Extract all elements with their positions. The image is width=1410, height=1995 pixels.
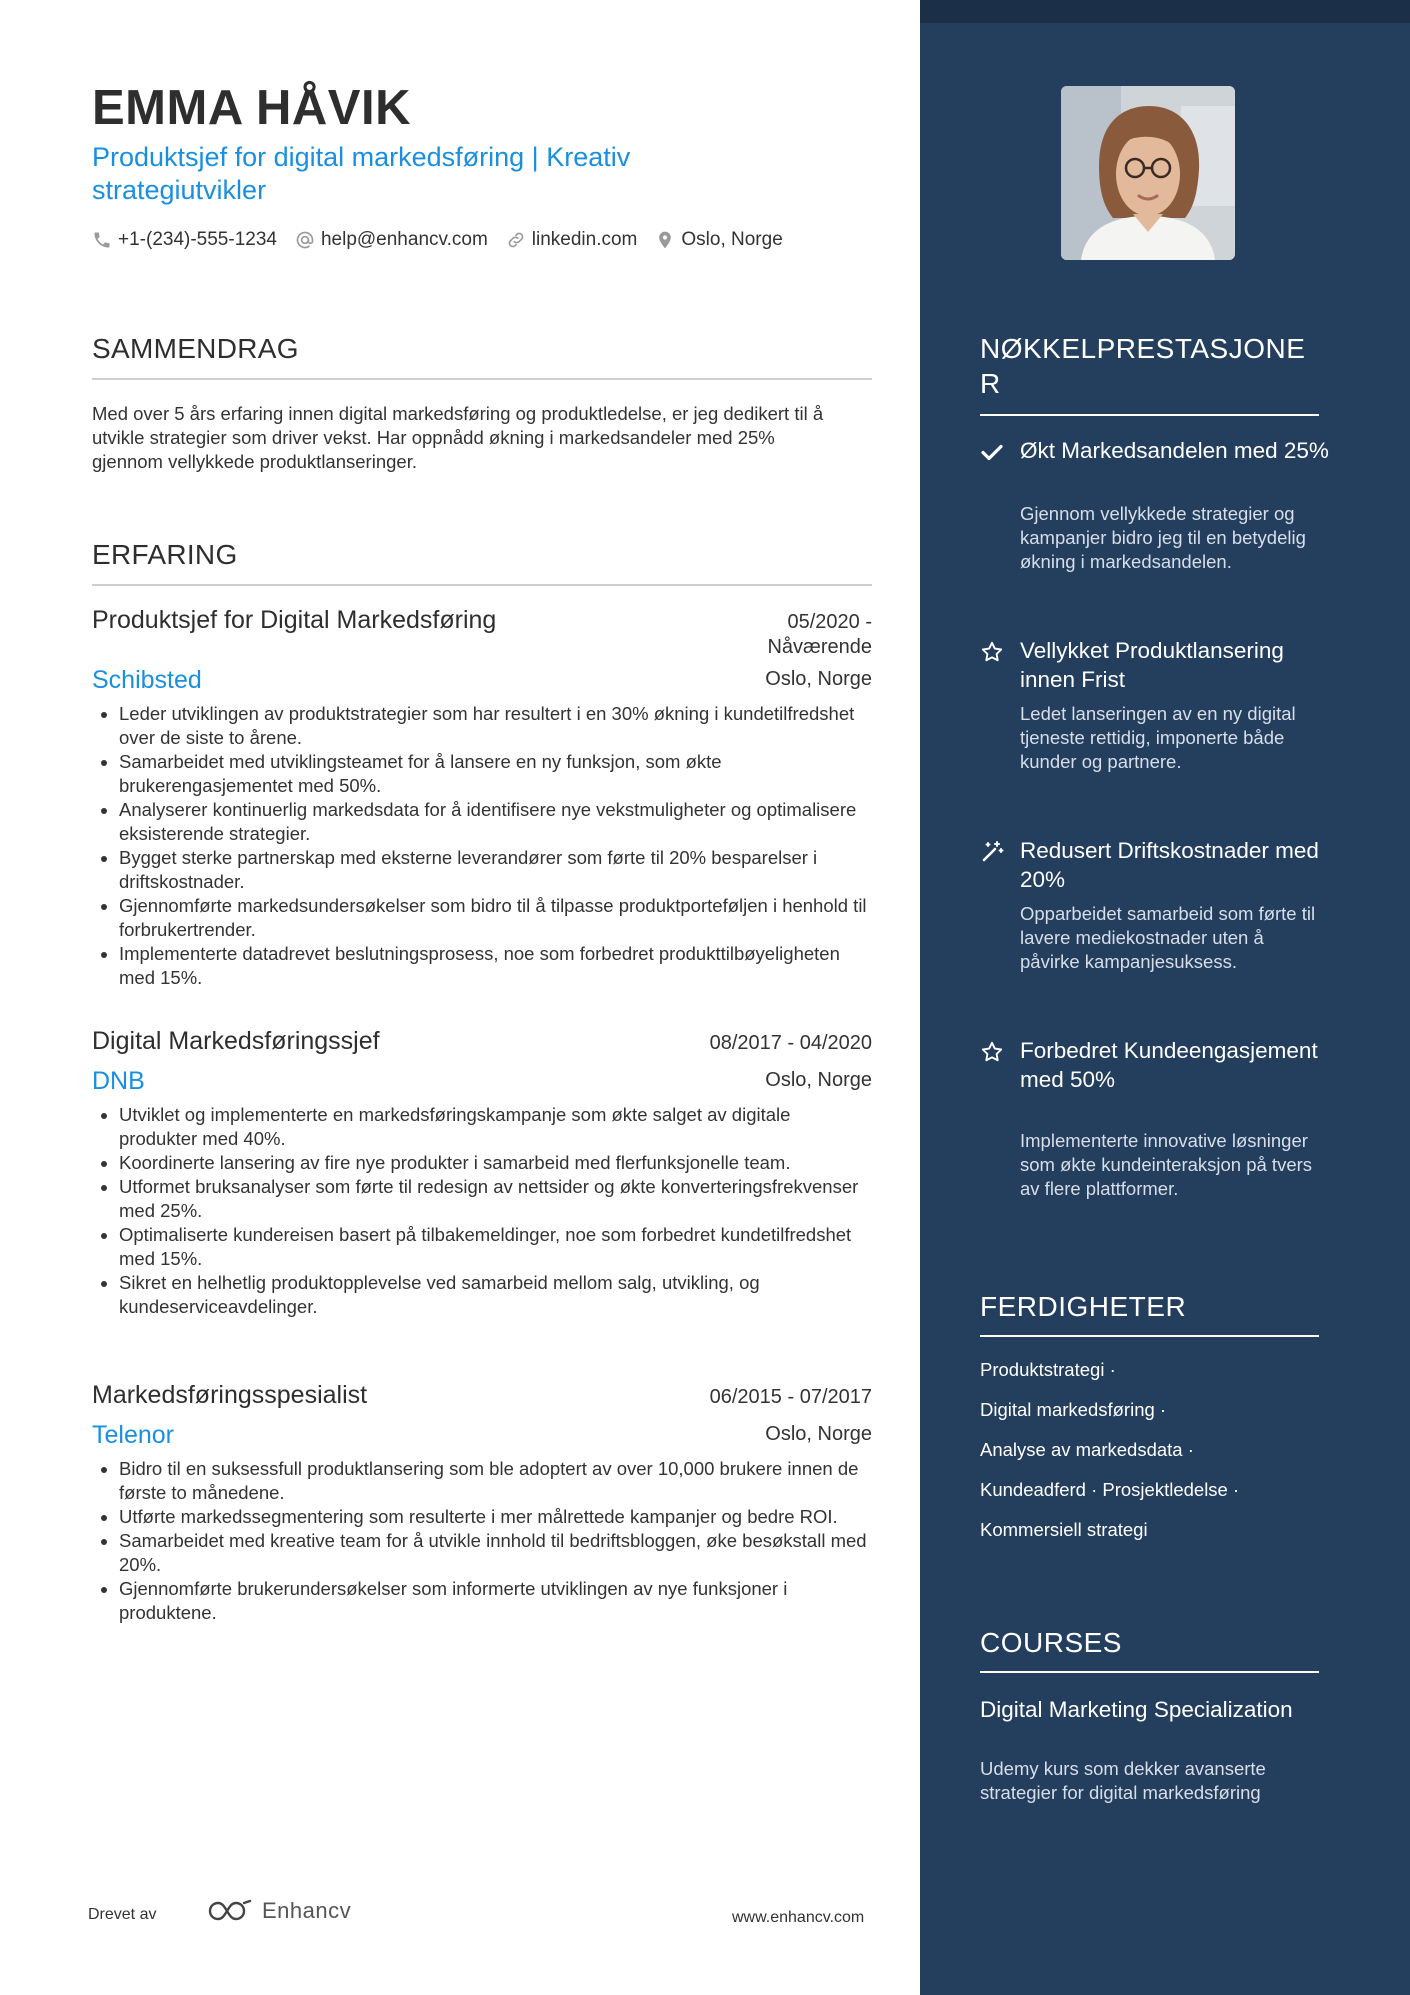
job-location: Oslo, Norge: [765, 1423, 872, 1445]
course-title: Digital Marketing Specialization: [980, 1697, 1293, 1722]
achievements-divider: [980, 414, 1319, 416]
company-name: DNB: [92, 1067, 145, 1095]
company-name: Schibsted: [92, 666, 202, 694]
at-icon: [295, 230, 315, 250]
achievement-description: Gjennom vellykkede strategier og kampanjer bidro jeg til en betydelig økning i markedsandelen.: [1020, 503, 1306, 572]
achievements-heading: [980, 331, 1305, 401]
job-bullets: [92, 1457, 872, 1625]
contact-email[interactable]: [295, 229, 488, 251]
job-bullet: • Sikret en helhetlig produktopplevelse ved samarbeid mellom salg, utvikling, og kundeserviceavdelinger.: [119, 1271, 872, 1319]
skill-item: Produktstrategi ·: [980, 1359, 1116, 1380]
job-bullet: • Utformet bruksanalyser som førte til redesign av nettsider og økte konverteringsfrekvenser med 25%.: [119, 1175, 872, 1223]
job-bullet: • Samarbeidet med kreative team for å utvikle innhold til bedriftsbloggen, øke besøkstall med 20%.: [119, 1529, 872, 1577]
summary-text: Med over 5 års erfaring innen digital markedsføring og produktledelse, er jeg dedikert til å utvikle strategier som driver vekst. Har oppnådd økning i markedsandeler med 25% gjennom vellykkede produktlanseringer.: [92, 403, 824, 472]
profile-photo: [1061, 86, 1235, 260]
skills-divider: [980, 1335, 1319, 1337]
star-icon: [980, 640, 1004, 664]
job-bullet: • Koordinerte lansering av fire nye produkter i samarbeid med flerfunksjonelle team.: [119, 1151, 872, 1175]
achievement-title: Forbedret Kundeengasjement med 50%: [1020, 1038, 1318, 1092]
contact-linkedin-text: linkedin.com: [531, 229, 638, 250]
job-dates-start: 08/2017 - 04/2020: [709, 1032, 872, 1054]
job-bullet: • Utviklet og implementerte en markedsføringskampanje som økte salget av digitale produkter med 40%.: [119, 1103, 872, 1151]
footer-url[interactable]: www.enhancv.com: [732, 1909, 865, 1926]
achievement-title: Vellykket Produktlansering innen Frist: [1020, 638, 1284, 692]
job-dates-end: Nåværende: [767, 636, 872, 658]
enhancv-logo[interactable]: [206, 1898, 351, 1924]
job-bullet: • Gjennomførte brukerundersøkelser som informerte utviklingen av nye funksjoner i produktene.: [119, 1577, 872, 1625]
skills-list: [980, 1357, 1320, 1557]
achievement-description: Implementerte innovative løsninger som økte kundeinteraksjon på tvers av flere plattformer.: [1020, 1130, 1313, 1199]
job-bullet: • Samarbeidet med utviklingsteamet for å lansere en ny funksjon, som økte brukerengasjementet med 50%.: [119, 750, 872, 798]
job-location: Oslo, Norge: [765, 668, 872, 690]
checkmark-icon: [980, 440, 1004, 464]
link-icon: [506, 230, 526, 250]
job-bullet: • Analyserer kontinuerlig markedsdata for å identifisere nye vekstmuligheter og optimalisere eksisterende strategier.: [119, 798, 872, 846]
courses-divider: [980, 1671, 1319, 1673]
skill-item: Analyse av markedsdata ·: [980, 1439, 1194, 1460]
skills-heading: FERDIGHETER: [980, 1291, 1187, 1322]
job-bullet: • Bygget sterke partnerskap med eksterne leverandører som førte til 20% besparelser i driftskostnader.: [119, 846, 872, 894]
contact-location-text: Oslo, Norge: [681, 229, 783, 250]
experience-heading: ERFARING: [92, 539, 238, 570]
enhancv-logo-icon: [206, 1898, 254, 1924]
contact-phone-text: +1-(234)-555-1234: [118, 229, 277, 250]
achievement-title: Redusert Driftskostnader med 20%: [1020, 838, 1319, 892]
job-location: Oslo, Norge: [765, 1069, 872, 1091]
job-bullet: • Optimaliserte kundereisen basert på tilbakemeldinger, noe som forbedret kundetilfredshet med 15%.: [119, 1223, 872, 1271]
location-pin-icon: [655, 230, 675, 250]
contact-location: [655, 229, 782, 251]
company-name: Telenor: [92, 1421, 174, 1449]
experience-divider: [92, 584, 872, 586]
job-title: Digital Markedsføringssjef: [92, 1027, 380, 1055]
candidate-headline: Produktsjef for digital markedsføring | Kreativ strategiutvikler: [92, 142, 631, 205]
job-bullets: [92, 702, 872, 990]
course-description: Udemy kurs som dekker avanserte strategier for digital markedsføring: [980, 1758, 1266, 1803]
job-bullet: • Leder utviklingen av produktstrategier som har resultert i en 30% økning i kundetilfredshet over de siste to årene.: [119, 702, 872, 750]
job-dates: [767, 610, 872, 660]
job-dates-start: 06/2015 - 07/2017: [709, 1386, 872, 1408]
star-icon: [980, 1040, 1004, 1064]
job-dates-start: 05/2020 -: [787, 611, 872, 633]
job-dates: [710, 1385, 872, 1410]
job-title: Produktsjef for Digital Markedsføring: [92, 606, 497, 634]
skill-item: Digital markedsføring ·: [980, 1399, 1167, 1420]
contact-linkedin[interactable]: [506, 229, 638, 251]
sidebar-column: [920, 0, 1410, 1995]
job-bullet: • Gjennomførte markedsundersøkelser som bidro til å tilpasse produktporteføljen i henhold til forbrukertrender.: [119, 894, 872, 942]
candidate-name: EMMA HÅVIK: [92, 81, 411, 135]
enhancv-brand: Enhancv: [262, 1898, 352, 1923]
achievement-title: Økt Markedsandelen med 25%: [1020, 438, 1329, 463]
magic-wand-icon: [980, 840, 1004, 864]
job-bullet: • Implementerte datadrevet beslutningsprosess, noe som forbedret produkttilbøyeligheten med 15%.: [119, 942, 872, 990]
courses-heading: COURSES: [980, 1627, 1122, 1658]
sidebar-top-band: [920, 0, 1410, 23]
job-title: Markedsføringsspesialist: [92, 1381, 368, 1409]
contact-phone[interactable]: [92, 229, 277, 251]
skill-item: Kommersiell strategi: [980, 1519, 1148, 1540]
contact-email-text: help@enhancv.com: [320, 229, 488, 250]
achievements-heading-line1: NØKKELPRESTASJONE: [980, 333, 1306, 364]
phone-icon: [92, 230, 112, 250]
summary-heading: SAMMENDRAG: [92, 333, 299, 364]
job-bullets: [92, 1103, 872, 1319]
footer-powered-by: Drevet av: [88, 1906, 157, 1923]
achievement-description: Ledet lanseringen av en ny digital tjeneste rettidig, imponerte både kunder og partnere.: [1020, 703, 1296, 772]
job-dates: [710, 1031, 872, 1056]
contact-bar: [92, 229, 801, 251]
skill-item: Kundeadferd · Prosjektledelse ·: [980, 1479, 1240, 1500]
achievement-description: Opparbeidet samarbeid som førte til lavere mediekostnader uten å påvirke kampanjesuksess.: [1020, 903, 1316, 972]
summary-divider: [92, 378, 872, 380]
profile-photo-image: [1061, 86, 1235, 260]
achievements-heading-line2: R: [980, 368, 1001, 399]
job-bullet: • Bidro til en suksessfull produktlansering som ble adoptert av over 10,000 brukere innen de første to månedene.: [119, 1457, 872, 1505]
job-bullet: • Utførte markedssegmentering som resulterte i mer målrettede kampanjer og bedre ROI.: [119, 1505, 872, 1529]
